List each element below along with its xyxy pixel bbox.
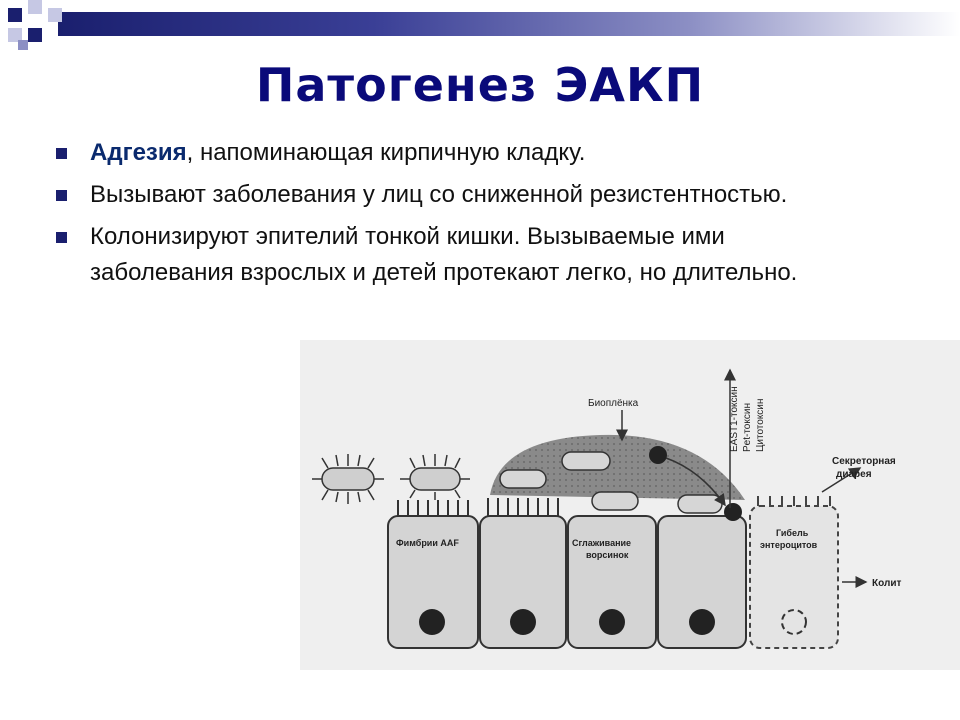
cell-nucleus xyxy=(599,609,625,635)
toxin-granule xyxy=(724,503,742,521)
death-label: Гибель xyxy=(776,528,809,538)
bullet-marker-icon xyxy=(56,232,67,243)
bullet-item xyxy=(50,219,910,291)
colitis-label: Колит xyxy=(872,578,902,589)
bullet-marker-icon xyxy=(56,148,67,159)
decor-square xyxy=(18,40,28,50)
toxin-label: EAST1-токсин xyxy=(729,386,740,452)
bullet-text: Колонизируют эпителий тонкой кишки. Вызываемые ими заболевания взрослых и детей протекают легко, но длительно. xyxy=(90,223,798,286)
fimbriae-label: Фимбрии AAF xyxy=(396,538,459,548)
decor-square xyxy=(48,8,62,22)
decor-square xyxy=(28,0,42,14)
bullet-text: Вызывают заболевания у лиц со сниженной резистентностью. xyxy=(90,181,788,208)
secretory-label: диарея xyxy=(836,469,872,480)
toxin-granule xyxy=(649,446,667,464)
cell-nucleus xyxy=(689,609,715,635)
biofilm-label: Биоплёнка xyxy=(588,398,639,409)
toxin-label: Pet-токсин xyxy=(742,403,753,452)
bullet-text: , напоминающая кирпичную кладку. xyxy=(186,139,586,166)
decor-square xyxy=(28,28,42,42)
pathogenesis-diagram xyxy=(300,340,960,670)
cell-nucleus xyxy=(419,609,445,635)
toxin-label: Цитотоксин xyxy=(755,398,766,452)
bullet-highlight: Адгезия xyxy=(90,139,187,166)
bullet-item xyxy=(50,135,910,171)
bullet-item xyxy=(50,177,910,213)
bullet-marker-icon xyxy=(56,190,67,201)
slide-title: Патогенез ЭАКП xyxy=(255,58,705,112)
secretory-label: Секреторная xyxy=(832,456,896,467)
death-label: энтероцитов xyxy=(760,540,818,550)
cell-nucleus xyxy=(510,609,536,635)
villi-label: ворсинок xyxy=(586,550,629,560)
villi-label: Сглаживание xyxy=(572,538,632,548)
decor-square xyxy=(8,8,22,22)
bullet-list xyxy=(50,135,910,297)
header-gradient-bar xyxy=(58,12,960,36)
